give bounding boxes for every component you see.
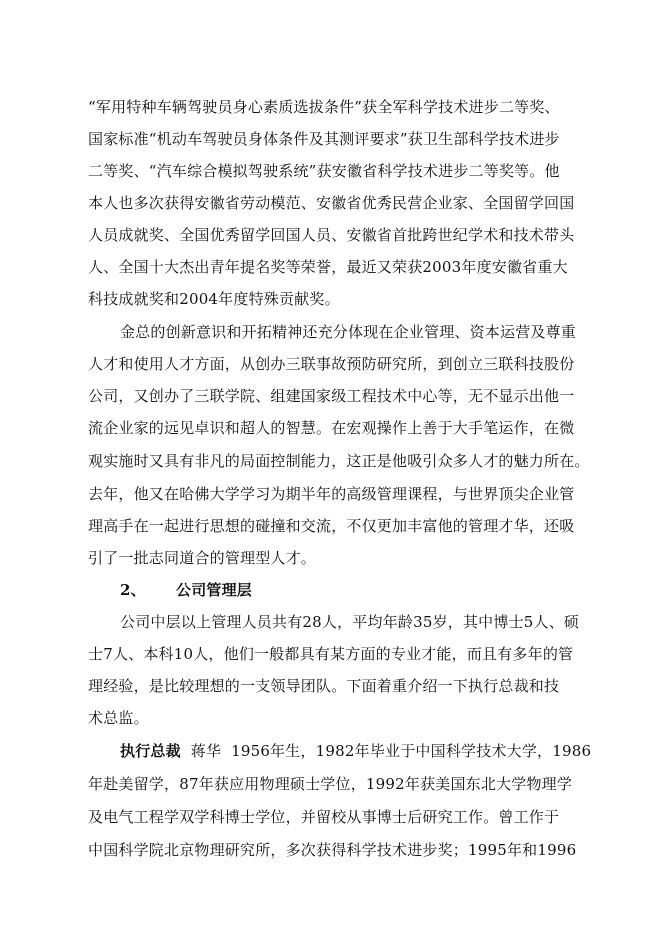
text-line: 士7人、本科10人，他们一般都具有某方面的专业才能，而且有多年的管 — [88, 645, 574, 663]
text-line: 人、全国十大杰出青年提名奖等荣誉，最近又荣获2003年度安徽省重大 — [88, 258, 568, 276]
text-line — [120, 741, 591, 761]
text-line: 观实施时又具有非凡的局面控制能力，这正是他吸引众多人才的魅力所在。 — [88, 452, 590, 470]
text-line: 流企业家的远见卓识和超人的智慧。在宏观操作上善于大手笔运作，在微 — [88, 419, 575, 437]
text-line: 国家标准“机动车驾驶员身体条件及其测评要求”获卫生部科学技术进步 — [88, 130, 560, 148]
text-line: 本人也多次获得安徽省劳动模范、安徽省优秀民营企业家、全国留学回国 — [88, 194, 575, 212]
text-line: 金总的创新意识和开拓精神还充分体现在企业管理、资本运营及尊重 — [120, 323, 577, 341]
text-line: 人才和使用人才方面，从创办三联事故预防研究所，到创立三联科技股份 — [88, 355, 575, 373]
text-line: 理高手在一起进行思想的碰撞和交流，不仅更加丰富他的管理才华，还吸 — [88, 517, 575, 535]
text-line: 及电气工程学双学科博士学位，并留校从事博士后研究工作。曾工作于 — [88, 808, 560, 826]
text-line: 去年，他又在哈佛大学学习为期半年的高级管理课程，与世界顶尖企业管 — [88, 485, 575, 503]
text-line: 年赴美留学，87年获应用物理硕士学位，1992年获美国东北大学物理学 — [88, 775, 573, 793]
text-line: “军用特种车辆驾驶员身心素质选拔条件”获全军科学技术进步二等奖、 — [88, 98, 560, 116]
section-title: 公司管理层 — [176, 581, 253, 599]
text-line: 理经验，是比较理想的一支领导团队。下面着重介绍一下执行总裁和技 — [88, 677, 560, 695]
text-line: 科技成就奖和2004年度特殊贡献奖。 — [88, 290, 340, 308]
text-line: 二等奖、“汽车综合模拟驾驶系统”获安徽省科学技术进步二等奖等。他 — [88, 162, 560, 180]
section-heading — [120, 580, 252, 600]
text-line: 术总监。 — [88, 709, 149, 727]
text-line: 引了一批志同道合的管理型人才。 — [88, 549, 317, 567]
text-line: 中国科学院北京物理研究所，多次获得科学技术进步奖；1995年和1996 — [88, 841, 577, 859]
executive-intro-text: 蒋华 1956年生，1982年毕业于中国科学技术大学，1986 — [180, 742, 592, 760]
text-line: 公司，又创办了三联学院、组建国家级工程技术中心等，无不显示出他一 — [88, 387, 575, 405]
executive-title-label: 执行总裁 — [120, 742, 181, 760]
section-number: 2、 — [120, 581, 146, 599]
text-line: 公司中层以上管理人员共有28人，平均年龄35岁，其中博士5人、硕 — [120, 613, 580, 631]
text-line: 人员成就奖、全国优秀留学回国人员、安徽省首批跨世纪学术和技术带头 — [88, 226, 575, 244]
